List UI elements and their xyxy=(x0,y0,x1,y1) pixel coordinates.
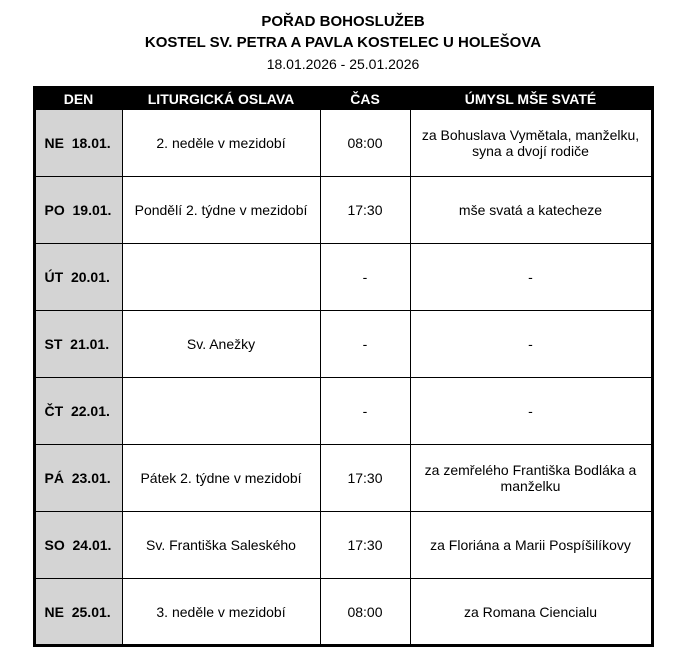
table-row xyxy=(34,177,652,244)
day-cell: NE 18.01. xyxy=(34,110,122,177)
table-row xyxy=(34,378,652,445)
page-subtitle: KOSTEL SV. PETRA A PAVLA KOSTELEC U HOLEŠOVA xyxy=(144,34,542,51)
table-row xyxy=(34,244,652,311)
day-cell: SO 24.01. xyxy=(34,512,122,579)
date-range: 18.01.2026 - 25.01.2026 xyxy=(266,56,420,72)
page-title: POŘAD BOHOSLUŽEB xyxy=(261,13,425,30)
intention-cell: - xyxy=(410,244,652,311)
day-cell: ČT 22.01. xyxy=(34,378,122,445)
header-umysl: ÚMYSL MŠE SVATÉ xyxy=(410,88,652,110)
day-cell: ST 21.01. xyxy=(34,311,122,378)
intention-cell: - xyxy=(410,311,652,378)
time-cell: - xyxy=(320,378,410,445)
time-cell: 17:30 xyxy=(320,445,410,512)
celebration-cell: Sv. Františka Saleského xyxy=(122,512,320,579)
table-header-row xyxy=(34,88,652,110)
day-cell: NE 25.01. xyxy=(34,579,122,646)
table-row xyxy=(34,512,652,579)
table-row xyxy=(34,445,652,512)
time-cell: - xyxy=(320,311,410,378)
day-cell: PO 19.01. xyxy=(34,177,122,244)
table-row xyxy=(34,579,652,646)
time-cell: - xyxy=(320,244,410,311)
intention-cell: za zemřelého Františka Bodláka a manželku xyxy=(410,445,652,512)
time-cell: 08:00 xyxy=(320,579,410,646)
intention-cell: - xyxy=(410,378,652,445)
celebration-cell xyxy=(122,244,320,311)
time-cell: 08:00 xyxy=(320,110,410,177)
day-cell: ÚT 20.01. xyxy=(34,244,122,311)
header-den: DEN xyxy=(34,88,122,110)
header-cas: ČAS xyxy=(320,88,410,110)
celebration-cell: Pondělí 2. týdne v mezidobí xyxy=(122,177,320,244)
celebration-cell: Pátek 2. týdne v mezidobí xyxy=(122,445,320,512)
celebration-cell: Sv. Anežky xyxy=(122,311,320,378)
time-cell: 17:30 xyxy=(320,177,410,244)
celebration-cell xyxy=(122,378,320,445)
table-row xyxy=(34,110,652,177)
celebration-cell: 2. neděle v mezidobí xyxy=(122,110,320,177)
intention-cell: mše svatá a katecheze xyxy=(410,177,652,244)
intention-cell: za Floriána a Marii Pospíšilíkovy xyxy=(410,512,652,579)
table-row xyxy=(34,311,652,378)
title-block xyxy=(0,12,686,74)
schedule-table xyxy=(33,86,654,647)
celebration-cell: 3. neděle v mezidobí xyxy=(122,579,320,646)
intention-cell: za Bohuslava Vymětala, manželku, syna a dvojí rodiče xyxy=(410,110,652,177)
day-cell: PÁ 23.01. xyxy=(34,445,122,512)
intention-cell: za Romana Ciencialu xyxy=(410,579,652,646)
time-cell: 17:30 xyxy=(320,512,410,579)
header-oslava: LITURGICKÁ OSLAVA xyxy=(122,88,320,110)
